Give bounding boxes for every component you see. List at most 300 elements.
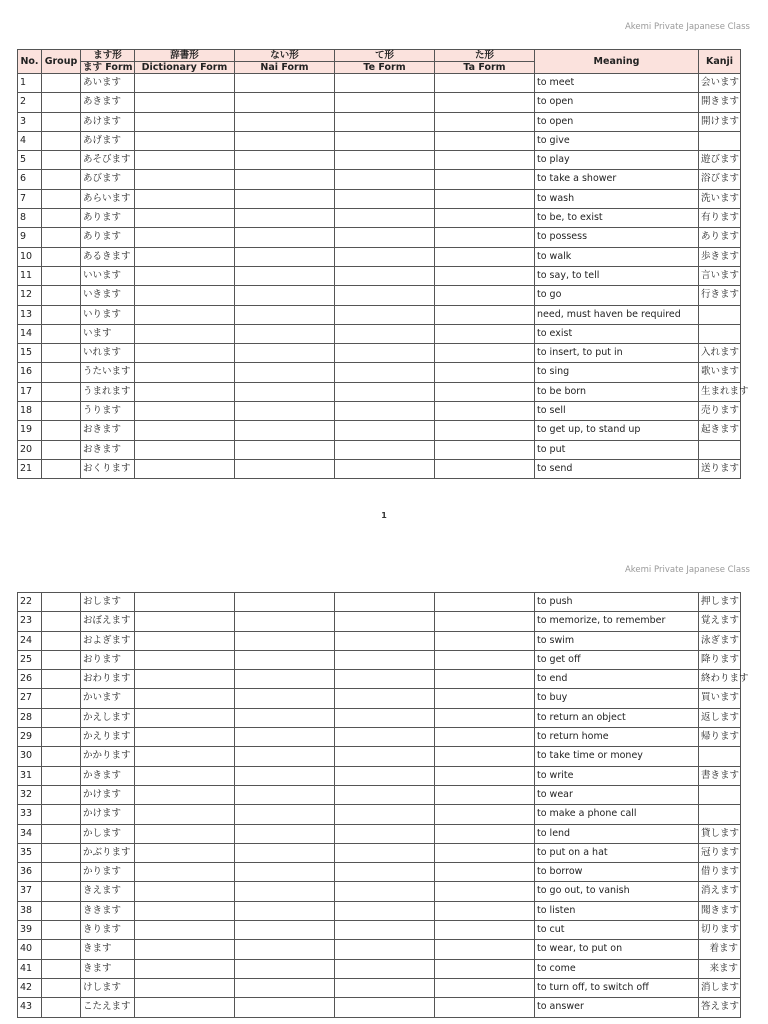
dictionary-form-cell [135,440,235,459]
nai-form-cell [235,74,335,93]
col-header-no: No. [18,50,42,74]
group-cell [42,286,81,305]
table-row [18,843,741,862]
masu-form-cell: おきます [81,421,135,440]
nai-form-cell [235,363,335,382]
row-number: 14 [18,324,42,343]
dictionary-form-cell [135,324,235,343]
group-cell [42,266,81,285]
row-number: 1 [18,74,42,93]
kanji-cell: 歩きます [699,247,741,266]
te-form-cell [335,843,435,862]
group-cell [42,189,81,208]
masu-form-cell: うまれます [81,382,135,401]
dictionary-form-cell [135,74,235,93]
te-form-cell [335,650,435,669]
group-cell [42,459,81,478]
te-form-cell [335,74,435,93]
table-row [18,247,741,266]
kanji-cell: 消えます [699,882,741,901]
group-cell [42,689,81,708]
dictionary-form-cell [135,382,235,401]
kanji-cell [699,305,741,324]
kanji-cell [699,440,741,459]
te-form-cell [335,863,435,882]
col-header-nai-en: Nai Form [235,62,335,74]
kanji-cell [699,747,741,766]
masu-form-cell: およぎます [81,631,135,650]
te-form-cell [335,305,435,324]
dictionary-form-cell [135,689,235,708]
dictionary-form-cell [135,843,235,862]
te-form-cell [335,940,435,959]
kanji-cell: 行きます [699,286,741,305]
group-cell [42,74,81,93]
row-number: 24 [18,631,42,650]
dictionary-form-cell [135,863,235,882]
te-form-cell [335,363,435,382]
meaning-cell: to make a phone call [535,805,699,824]
table-row [18,344,741,363]
nai-form-cell [235,959,335,978]
kanji-cell [699,785,741,804]
row-number: 40 [18,940,42,959]
dictionary-form-cell [135,593,235,612]
row-number: 25 [18,650,42,669]
ta-form-cell [435,708,535,727]
verb-table-page-1 [17,49,749,479]
kanji-cell: あります [699,228,741,247]
group-cell [42,708,81,727]
masu-form-cell: あります [81,228,135,247]
meaning-cell: to give [535,131,699,150]
masu-form-cell: あるきます [81,247,135,266]
meaning-cell: to turn off, to switch off [535,978,699,997]
nai-form-cell [235,650,335,669]
masu-form-cell: こたえます [81,998,135,1017]
nai-form-cell [235,708,335,727]
te-form-cell [335,998,435,1017]
kanji-cell: 開けます [699,112,741,131]
nai-form-cell [235,151,335,170]
group-cell [42,247,81,266]
masu-form-cell: かえします [81,708,135,727]
meaning-cell: to open [535,112,699,131]
table-row [18,785,741,804]
te-form-cell [335,631,435,650]
dictionary-form-cell [135,978,235,997]
row-number: 26 [18,670,42,689]
dictionary-form-cell [135,631,235,650]
masu-form-cell: あけます [81,112,135,131]
te-form-cell [335,708,435,727]
kanji-cell: 洗います [699,189,741,208]
meaning-cell: to memorize, to remember [535,612,699,631]
masu-form-cell: あります [81,209,135,228]
table-row [18,74,741,93]
table-row [18,131,741,150]
masu-form-cell: あらいます [81,189,135,208]
group-cell [42,421,81,440]
ta-form-cell [435,631,535,650]
nai-form-cell [235,824,335,843]
row-number: 6 [18,170,42,189]
te-form-cell [335,921,435,940]
kanji-cell: 冠ります [699,843,741,862]
dictionary-form-cell [135,921,235,940]
col-header-group: Group [42,50,81,74]
dictionary-form-cell [135,421,235,440]
dictionary-form-cell [135,209,235,228]
te-form-cell [335,344,435,363]
nai-form-cell [235,921,335,940]
col-header-te-en: Te Form [335,62,435,74]
kanji-cell: 売ります [699,402,741,421]
ta-form-cell [435,247,535,266]
ta-form-cell [435,402,535,421]
masu-form-cell: います [81,324,135,343]
group-cell [42,863,81,882]
dictionary-form-cell [135,728,235,747]
col-header-te-jp: て形 [335,50,435,62]
masu-form-cell: うたいます [81,363,135,382]
te-form-cell [335,266,435,285]
masu-form-cell: あそびます [81,151,135,170]
ta-form-cell [435,382,535,401]
ta-form-cell [435,805,535,824]
table-row [18,824,741,843]
kanji-cell: 返します [699,708,741,727]
kanji-cell: 入れます [699,344,741,363]
nai-form-cell [235,882,335,901]
col-header-dict-jp: 辞書形 [135,50,235,62]
row-number: 5 [18,151,42,170]
nai-form-cell [235,766,335,785]
dictionary-form-cell [135,785,235,804]
masu-form-cell: きります [81,921,135,940]
ta-form-cell [435,998,535,1017]
meaning-cell: to buy [535,689,699,708]
kanji-cell: 有ります [699,209,741,228]
ta-form-cell [435,766,535,785]
meaning-cell: to wear, to put on [535,940,699,959]
group-cell [42,93,81,112]
table-row [18,382,741,401]
ta-form-cell [435,882,535,901]
nai-form-cell [235,728,335,747]
meaning-cell: to get off [535,650,699,669]
kanji-cell: 切ります [699,921,741,940]
row-number: 9 [18,228,42,247]
group-cell [42,228,81,247]
nai-form-cell [235,112,335,131]
dictionary-form-cell [135,402,235,421]
row-number: 34 [18,824,42,843]
table-row [18,940,741,959]
table-row [18,670,741,689]
te-form-cell [335,440,435,459]
group-cell [42,747,81,766]
nai-form-cell [235,901,335,920]
table-row [18,998,741,1017]
group-cell [42,402,81,421]
ta-form-cell [435,112,535,131]
te-form-cell [335,728,435,747]
masu-form-cell: おります [81,650,135,669]
dictionary-form-cell [135,151,235,170]
row-number: 15 [18,344,42,363]
dictionary-form-cell [135,189,235,208]
row-number: 13 [18,305,42,324]
te-form-cell [335,324,435,343]
nai-form-cell [235,863,335,882]
meaning-cell: to wear [535,785,699,804]
ta-form-cell [435,459,535,478]
kanji-cell: 遊びます [699,151,741,170]
group-cell [42,998,81,1017]
group-cell [42,901,81,920]
group-cell [42,882,81,901]
te-form-cell [335,286,435,305]
table-row [18,421,741,440]
ta-form-cell [435,363,535,382]
row-number: 29 [18,728,42,747]
meaning-cell: to sing [535,363,699,382]
nai-form-cell [235,344,335,363]
nai-form-cell [235,421,335,440]
meaning-cell: to open [535,93,699,112]
meaning-cell: need, must haven be required [535,305,699,324]
ta-form-cell [435,440,535,459]
meaning-cell: to borrow [535,863,699,882]
dictionary-form-cell [135,266,235,285]
ta-form-cell [435,189,535,208]
table-row [18,286,741,305]
masu-form-cell: あびます [81,170,135,189]
group-cell [42,978,81,997]
meaning-cell: to push [535,593,699,612]
group-cell [42,785,81,804]
kanji-cell: 借ります [699,863,741,882]
te-form-cell [335,766,435,785]
table-row [18,363,741,382]
nai-form-cell [235,998,335,1017]
kanji-cell: 押します [699,593,741,612]
dictionary-form-cell [135,747,235,766]
kanji-cell [699,805,741,824]
kanji-cell: 着ます [699,940,741,959]
group-cell [42,363,81,382]
meaning-cell: to get up, to stand up [535,421,699,440]
table-row [18,402,741,421]
ta-form-cell [435,74,535,93]
table-row [18,728,741,747]
masu-form-cell: おぼえます [81,612,135,631]
page-number: 1 [381,511,387,520]
meaning-cell: to take time or money [535,747,699,766]
table-row [18,612,741,631]
ta-form-cell [435,785,535,804]
nai-form-cell [235,247,335,266]
meaning-cell: to put [535,440,699,459]
table-row [18,901,741,920]
kanji-cell: 帰ります [699,728,741,747]
nai-form-cell [235,612,335,631]
ta-form-cell [435,728,535,747]
group-cell [42,650,81,669]
kanji-cell: 貸します [699,824,741,843]
table-row [18,593,741,612]
nai-form-cell [235,631,335,650]
te-form-cell [335,785,435,804]
te-form-cell [335,882,435,901]
ta-form-cell [435,151,535,170]
masu-form-cell: いります [81,305,135,324]
ta-form-cell [435,747,535,766]
col-header-masu-jp: ます形 [81,50,135,62]
kanji-cell: 答えます [699,998,741,1017]
te-form-cell [335,247,435,266]
nai-form-cell [235,324,335,343]
nai-form-cell [235,286,335,305]
row-number: 8 [18,209,42,228]
row-number: 3 [18,112,42,131]
kanji-cell: 浴びます [699,170,741,189]
nai-form-cell [235,266,335,285]
row-number: 2 [18,93,42,112]
dictionary-form-cell [135,305,235,324]
kanji-cell: 送ります [699,459,741,478]
masu-form-cell: きます [81,959,135,978]
masu-form-cell: かいます [81,689,135,708]
row-number: 23 [18,612,42,631]
nai-form-cell [235,670,335,689]
te-form-cell [335,209,435,228]
table-row [18,189,741,208]
ta-form-cell [435,228,535,247]
masu-form-cell: かかります [81,747,135,766]
dictionary-form-cell [135,112,235,131]
group-cell [42,305,81,324]
dictionary-form-cell [135,286,235,305]
group-cell [42,766,81,785]
group-cell [42,940,81,959]
nai-form-cell [235,305,335,324]
kanji-cell: 言います [699,266,741,285]
te-form-cell [335,228,435,247]
kanji-cell: 聞きます [699,901,741,920]
meaning-cell: to meet [535,74,699,93]
masu-form-cell: あいます [81,74,135,93]
te-form-cell [335,459,435,478]
meaning-cell: to be, to exist [535,209,699,228]
group-cell [42,382,81,401]
kanji-cell: 開きます [699,93,741,112]
row-number: 4 [18,131,42,150]
table-row [18,93,741,112]
group-cell [42,344,81,363]
nai-form-cell [235,805,335,824]
row-number: 43 [18,998,42,1017]
table-row [18,112,741,131]
row-number: 28 [18,708,42,727]
nai-form-cell [235,459,335,478]
masu-form-cell: いれます [81,344,135,363]
ta-form-cell [435,286,535,305]
ta-form-cell [435,863,535,882]
masu-form-cell: あきます [81,93,135,112]
dictionary-form-cell [135,344,235,363]
meaning-cell: to go out, to vanish [535,882,699,901]
col-header-ta-jp: た形 [435,50,535,62]
ta-form-cell [435,843,535,862]
masu-form-cell: かします [81,824,135,843]
group-cell [42,209,81,228]
table-row [18,305,741,324]
col-header-nai-jp: ない形 [235,50,335,62]
nai-form-cell [235,747,335,766]
ta-form-cell [435,266,535,285]
group-cell [42,612,81,631]
ta-form-cell [435,650,535,669]
ta-form-cell [435,959,535,978]
masu-form-cell: かえります [81,728,135,747]
nai-form-cell [235,93,335,112]
row-number: 35 [18,843,42,862]
group-cell [42,805,81,824]
kanji-cell [699,324,741,343]
meaning-cell: to send [535,459,699,478]
kanji-cell: 起きます [699,421,741,440]
te-form-cell [335,189,435,208]
kanji-cell: 覚えます [699,612,741,631]
meaning-cell: to end [535,670,699,689]
nai-form-cell [235,189,335,208]
masu-form-cell: かぶります [81,843,135,862]
row-number: 11 [18,266,42,285]
group-cell [42,670,81,689]
meaning-cell: to go [535,286,699,305]
meaning-cell: to possess [535,228,699,247]
kanji-cell: 買います [699,689,741,708]
ta-form-cell [435,344,535,363]
meaning-cell: to wash [535,189,699,208]
ta-form-cell [435,421,535,440]
meaning-cell: to play [535,151,699,170]
row-number: 30 [18,747,42,766]
meaning-cell: to put on a hat [535,843,699,862]
table-row [18,650,741,669]
meaning-cell: to be born [535,382,699,401]
col-header-masu-en: ます Form [81,62,135,74]
kanji-cell [699,131,741,150]
te-form-cell [335,421,435,440]
group-cell [42,593,81,612]
dictionary-form-cell [135,650,235,669]
group-cell [42,631,81,650]
dictionary-form-cell [135,824,235,843]
group-cell [42,959,81,978]
header-note: Akemi Private Japanese Class [624,22,750,32]
kanji-cell: 書きます [699,766,741,785]
table-row [18,209,741,228]
meaning-cell: to come [535,959,699,978]
dictionary-form-cell [135,959,235,978]
te-form-cell [335,93,435,112]
row-number: 22 [18,593,42,612]
dictionary-form-cell [135,247,235,266]
ta-form-cell [435,209,535,228]
